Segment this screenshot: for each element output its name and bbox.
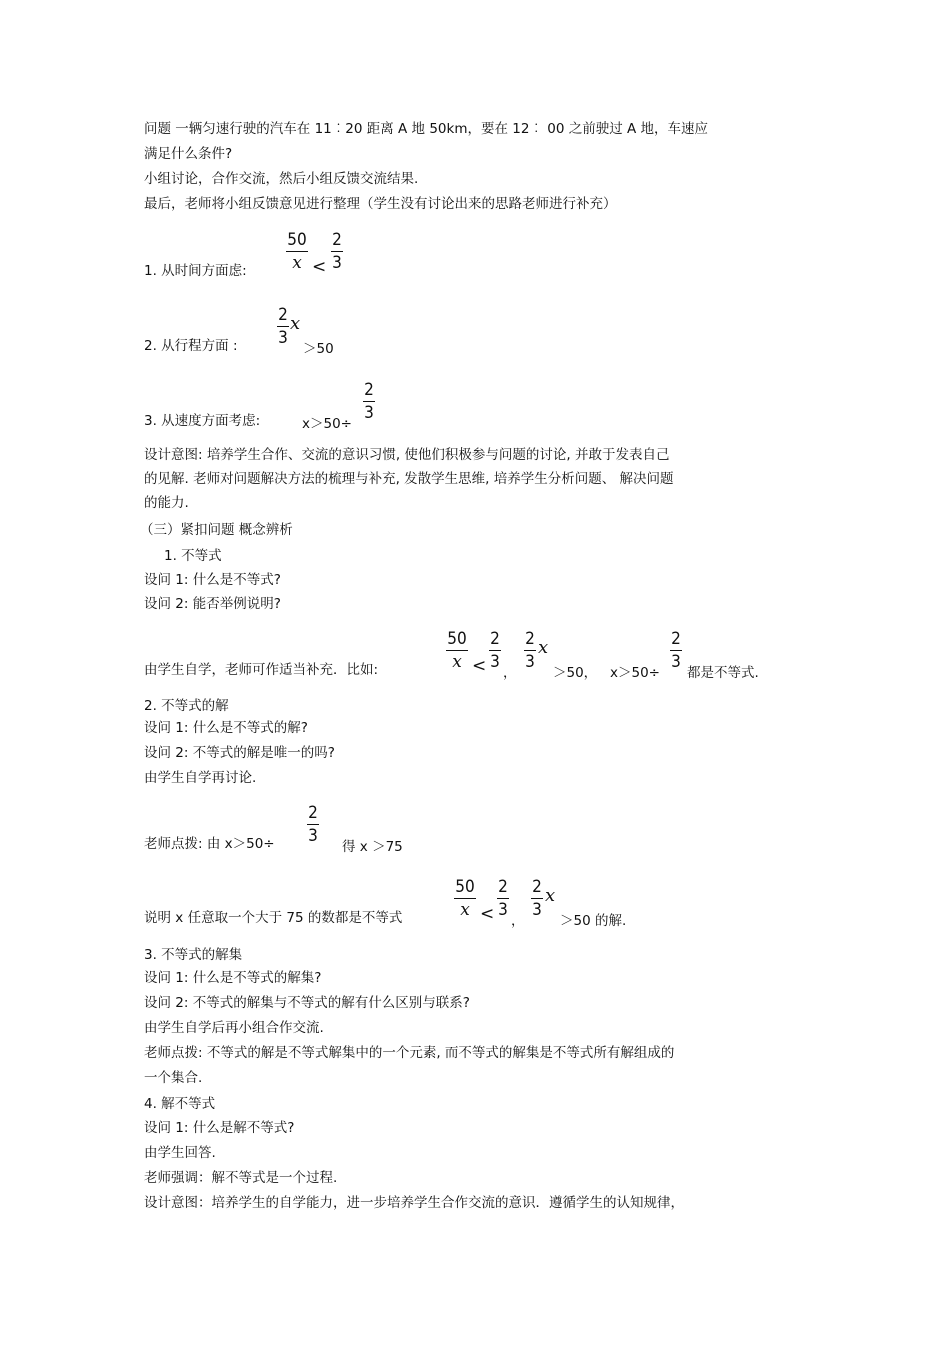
- teacher-emphasis: 老师强调：解不等式是一个过程.: [144, 1170, 338, 1186]
- design-intent-1-line-2: 的见解. 老师对问题解决方法的梳理与补充, 发散学生思维, 培养学生分析问题、 解决问题: [144, 471, 674, 487]
- fraction-bar: [307, 824, 319, 825]
- question-1-2: 设问 2: 能否举例说明?: [144, 596, 281, 612]
- question-1-1: 设问 1: 什么是不等式?: [144, 572, 281, 588]
- group-exchange: 由学生自学后再小组合作交流.: [144, 1020, 324, 1036]
- fraction-denominator: 3: [332, 253, 342, 273]
- subsection-4-title: 4. 解不等式: [144, 1096, 216, 1112]
- question-2-1: 设问 1: 什么是不等式的解?: [144, 720, 308, 736]
- fraction-denominator: 3: [532, 900, 542, 920]
- subsection-2-title: 2. 不等式的解: [144, 698, 229, 714]
- fraction-50-over-x: [286, 230, 308, 273]
- fraction-2-over-3: [363, 380, 375, 423]
- fraction-2-over-3: [277, 305, 289, 348]
- design-intent-2: 设计意图：培养学生的自学能力，进一步培养学生合作交流的意识．遵循学生的认知规律，: [144, 1195, 684, 1211]
- teacher-tip-1-tail: 得 x ＞75: [342, 839, 403, 855]
- fraction-bar: [531, 898, 543, 899]
- teacher-tip-1-lead: 老师点拨: 由 x＞50÷: [144, 836, 275, 852]
- fraction-numerator: 2: [525, 629, 535, 649]
- fraction-2-over-3: [670, 629, 682, 672]
- student-answer: 由学生回答.: [144, 1145, 216, 1161]
- fraction-bar: [277, 326, 289, 327]
- fraction-denominator: 3: [364, 403, 374, 423]
- fraction-2-over-3: [524, 629, 536, 672]
- fraction-denominator: 3: [278, 328, 288, 348]
- fraction-denominator: 3: [525, 652, 535, 672]
- fraction-numerator: 50: [287, 230, 307, 250]
- item3-expression: x＞50÷: [302, 416, 352, 432]
- less-than-symbol: <: [312, 257, 327, 277]
- fraction-denominator: 3: [498, 900, 508, 920]
- less-than-symbol: <: [480, 904, 495, 924]
- fraction-bar: [524, 650, 536, 651]
- fraction-denominator: 3: [308, 826, 318, 846]
- teacher-tip-2-line-1: 老师点拨: 不等式的解是不等式解集中的一个元素, 而不等式的解集是不等式所有解组成的: [144, 1045, 675, 1061]
- fraction-50-over-x: [446, 629, 468, 672]
- subsection-3-title: 3. 不等式的解集: [144, 947, 243, 963]
- fraction-numerator: 2: [364, 380, 374, 400]
- comma: ，: [503, 665, 517, 681]
- fraction-denominator: x: [452, 652, 462, 672]
- fraction-denominator: 3: [490, 652, 500, 672]
- fraction-numerator: 2: [332, 230, 342, 250]
- fraction-bar: [331, 251, 343, 252]
- variable-x: x: [538, 637, 549, 658]
- section-3-title: （三）紧扣问题 概念辨析: [140, 522, 293, 538]
- fraction-2-over-3: [489, 629, 501, 672]
- discuss-line: 小组讨论，合作交流，然后小组反馈交流结果.: [144, 171, 419, 187]
- fraction-2-over-3: [331, 230, 343, 273]
- question-3-2: 设问 2: 不等式的解集与不等式的解有什么区别与联系?: [144, 995, 470, 1011]
- fraction-bar: [497, 898, 509, 899]
- problem-line-1: 问题 一辆匀速行驶的汽车在 11︰20 距离 A 地 50km，要在 12︰ 00 之前驶过 A 地，车速应: [144, 121, 709, 137]
- design-intent-1-line-1: 设计意图: 培养学生合作、交流的意识习惯, 使他们积极参与问题的讨论, 并敢于发表自己: [144, 447, 670, 463]
- item2-rest: ＞50: [303, 341, 334, 357]
- fraction-numerator: 2: [278, 305, 288, 325]
- less-than-symbol: <: [472, 656, 487, 676]
- fraction-numerator: 2: [308, 803, 318, 823]
- fraction-bar: [363, 401, 375, 402]
- fraction-bar: [446, 650, 468, 651]
- fraction-numerator: 50: [455, 877, 475, 897]
- fraction-bar: [454, 898, 476, 899]
- item3-label: 3. 从速度方面考虑:: [144, 413, 261, 429]
- fraction-denominator: 3: [671, 652, 681, 672]
- fraction-numerator: 2: [498, 877, 508, 897]
- variable-x: x: [290, 313, 301, 334]
- variable-x: x: [545, 885, 556, 906]
- question-4-1: 设问 1: 什么是解不等式?: [144, 1120, 295, 1136]
- fraction-numerator: 50: [447, 629, 467, 649]
- teacher-tip-2-line-2: 一个集合.: [144, 1070, 203, 1086]
- fraction-2-over-3: [531, 877, 543, 920]
- problem-line-2: 满足什么条件?: [144, 146, 233, 162]
- fraction-bar: [670, 650, 682, 651]
- example-lead: 由学生自学，老师可作适当补充．比如:: [144, 662, 379, 678]
- fraction-numerator: 2: [671, 629, 681, 649]
- fraction-2-over-3: [307, 803, 319, 846]
- fraction-denominator: x: [292, 253, 302, 273]
- summary-line: 最后，老师将小组反馈意见进行整理（学生没有讨论出来的思路老师进行补充）: [144, 196, 617, 212]
- fraction-numerator: 2: [532, 877, 542, 897]
- subsection-1-title: 1. 不等式: [164, 548, 222, 564]
- example-gt50: ＞50，: [553, 665, 598, 681]
- self-discuss: 由学生自学再讨论.: [144, 770, 257, 786]
- comma: ，: [511, 913, 525, 929]
- example-tail: 都是不等式.: [687, 665, 759, 681]
- fraction-bar: [286, 251, 308, 252]
- fraction-2-over-3: [497, 877, 509, 920]
- design-intent-1-line-3: 的能力.: [144, 495, 189, 511]
- explain-tail: ＞50 的解.: [560, 913, 627, 929]
- item1-label: 1. 从时间方面虑:: [144, 263, 247, 279]
- question-2-2: 设问 2: 不等式的解是唯一的吗?: [144, 745, 335, 761]
- explain-lead: 说明 x 任意取一个大于 75 的数都是不等式: [144, 910, 403, 926]
- fraction-numerator: 2: [490, 629, 500, 649]
- fraction-bar: [489, 650, 501, 651]
- question-3-1: 设问 1: 什么是不等式的解集?: [144, 970, 322, 986]
- fraction-denominator: x: [460, 900, 470, 920]
- example-expression-3: x＞50÷: [610, 665, 660, 681]
- item2-label: 2. 从行程方面 :: [144, 338, 238, 354]
- fraction-50-over-x: [454, 877, 476, 920]
